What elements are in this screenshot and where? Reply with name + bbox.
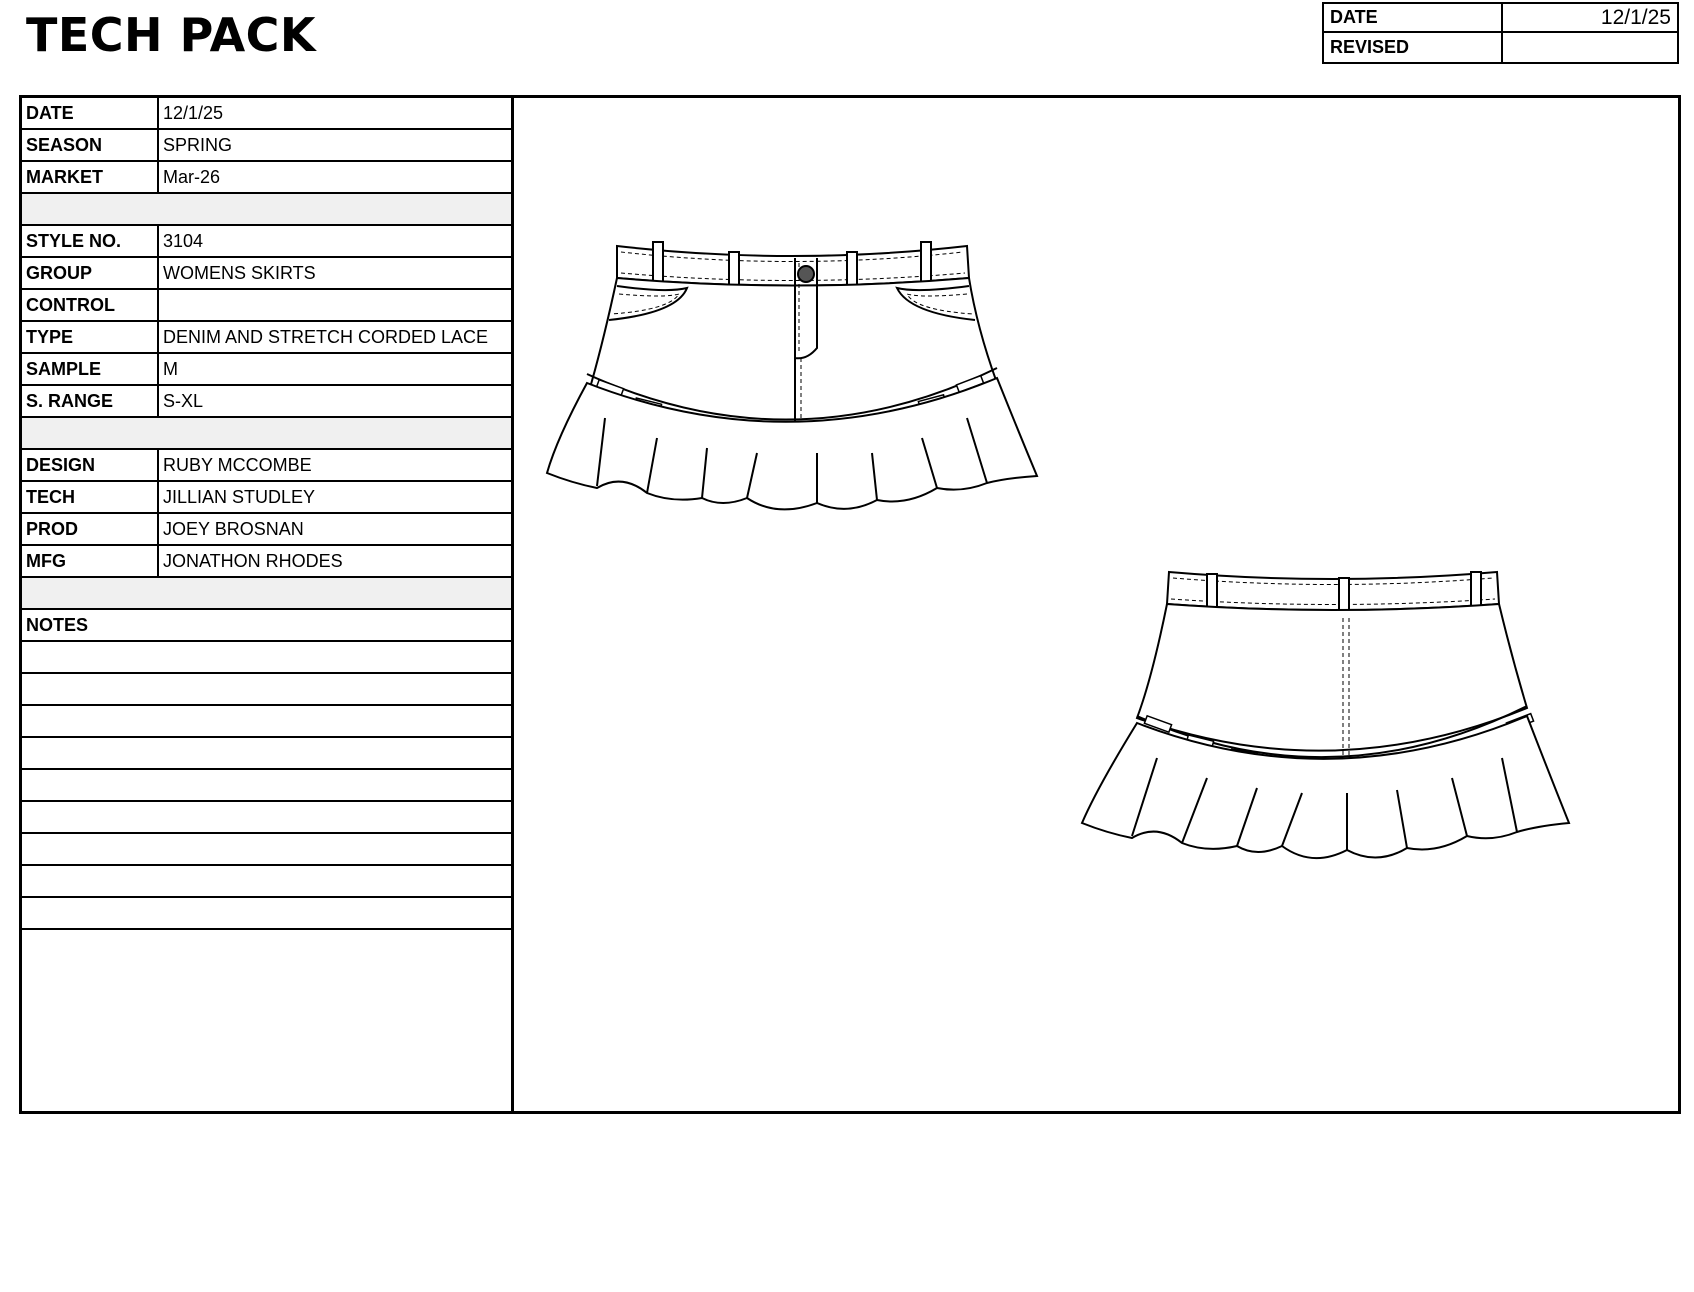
spec-value: S-XL	[163, 390, 204, 411]
date-label: DATE	[1324, 4, 1503, 33]
spec-row-market	[22, 162, 511, 194]
notes-header	[22, 610, 511, 642]
spec-value: 12/1/25	[163, 102, 224, 123]
spec-table	[22, 98, 514, 1111]
spec-row-s-range	[22, 386, 511, 418]
note-line[interactable]	[22, 866, 511, 898]
front-skirt-sketch	[547, 242, 1037, 509]
spec-label: PROD	[22, 514, 159, 544]
spec-row-style-no	[22, 226, 511, 258]
spec-row-type	[22, 322, 511, 354]
spec-label: MFG	[22, 546, 159, 576]
note-line[interactable]	[22, 642, 511, 674]
spec-label: STYLE NO.	[22, 226, 159, 256]
spec-value: WOMENS SKIRTS	[163, 262, 316, 283]
spec-label: DESIGN	[22, 450, 159, 480]
spec-value: M	[163, 358, 178, 379]
spec-value: Mar-26	[163, 166, 221, 187]
spec-label: CONTROL	[22, 290, 159, 320]
revised-label: REVISED	[1324, 33, 1503, 62]
note-line[interactable]	[22, 802, 511, 834]
spec-label: SEASON	[22, 130, 159, 160]
page-title: TECH PACK	[26, 8, 317, 62]
date-revision-box	[1322, 2, 1679, 64]
sketch-area	[517, 98, 1678, 1111]
note-line[interactable]	[22, 834, 511, 866]
spec-label: SAMPLE	[22, 354, 159, 384]
spec-label: DATE	[22, 98, 159, 128]
spec-value	[159, 290, 511, 320]
spec-value: JOEY BROSNAN	[163, 518, 304, 539]
note-line[interactable]	[22, 674, 511, 706]
spec-value: DENIM AND STRETCH CORDED LACE	[163, 326, 489, 347]
note-line[interactable]	[22, 770, 511, 802]
spec-row-prod	[22, 514, 511, 546]
sketch-canvas	[517, 98, 1681, 1111]
spec-label: TECH	[22, 482, 159, 512]
spec-label: GROUP	[22, 258, 159, 288]
spec-row-design	[22, 450, 511, 482]
spec-label: S. RANGE	[22, 386, 159, 416]
spec-value: JONATHON RHODES	[163, 550, 343, 571]
spacer-row	[22, 418, 511, 450]
spec-row-season	[22, 130, 511, 162]
spec-row-control	[22, 290, 511, 322]
spec-row-sample	[22, 354, 511, 386]
spec-value: 3104	[163, 230, 204, 251]
spacer-row	[22, 578, 511, 610]
spec-row-group	[22, 258, 511, 290]
spec-row-mfg	[22, 546, 511, 578]
spacer-row	[22, 194, 511, 226]
spec-value: JILLIAN STUDLEY	[163, 486, 316, 507]
spec-row-tech	[22, 482, 511, 514]
spec-value: RUBY MCCOMBE	[163, 454, 312, 475]
back-skirt-sketch	[1082, 572, 1569, 858]
revised-value	[1503, 33, 1677, 62]
date-value: 12/1/25	[1503, 4, 1677, 33]
note-line[interactable]	[22, 706, 511, 738]
spec-row-date	[22, 98, 511, 130]
spec-label: MARKET	[22, 162, 159, 192]
spec-label: TYPE	[22, 322, 159, 352]
spec-value: SPRING	[163, 134, 233, 155]
notes-label: NOTES	[26, 614, 89, 635]
note-line[interactable]	[22, 898, 511, 930]
tech-pack-frame	[19, 95, 1681, 1114]
note-line[interactable]	[22, 738, 511, 770]
